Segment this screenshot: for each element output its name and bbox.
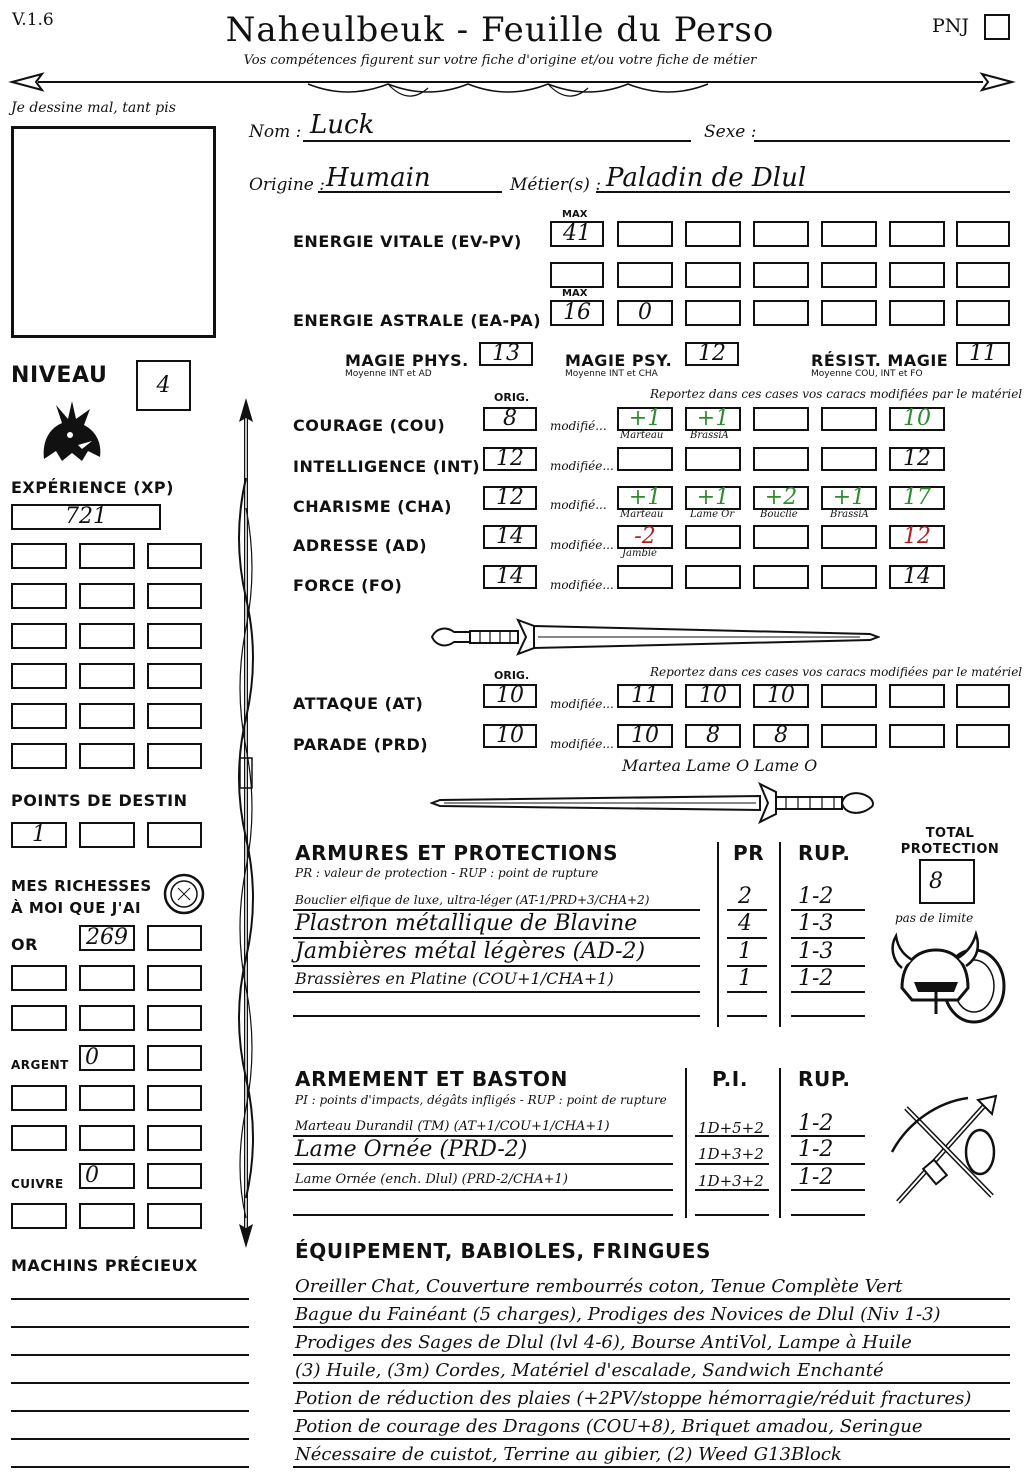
weapon-line <box>293 1163 673 1165</box>
precious-line[interactable] <box>11 1466 249 1468</box>
stat-note-ad-1: Jambiè <box>622 548 657 559</box>
stat-note-cha-4: BrassiA <box>830 509 869 520</box>
sheet-subtitle: Vos compétences figurent sur votre fiche d'origine et/ou votre fiche de métier <box>243 53 757 68</box>
stat-label-cou: COURAGE (COU) <box>293 416 446 435</box>
resist-magie-sub: Moyenne COU, INT et FO <box>811 369 923 379</box>
cuivre-label: CUIVRE <box>11 1177 64 1191</box>
stat-mod-int-1[interactable] <box>617 447 673 471</box>
weapon-item-pi[interactable]: 1D+5+2 <box>698 1119 764 1137</box>
equipment-rule <box>293 1354 1010 1356</box>
armor-title: ARMURES ET PROTECTIONS <box>295 841 619 865</box>
limit-note: pas de limite <box>895 911 974 925</box>
metier-line <box>596 191 1010 193</box>
weapon-line <box>695 1135 769 1137</box>
equipment-line-4[interactable]: (3) Huile, (3m) Cordes, Matériel d'escalade, Sandwich Enchanté <box>295 1360 884 1381</box>
combat-modifie-prd: modifiée... <box>550 737 614 751</box>
combat-val-at-3[interactable]: 10 <box>753 684 809 708</box>
wealth-cell[interactable] <box>79 1203 135 1229</box>
armor-line <box>791 1015 865 1017</box>
helmet-shield-icon <box>888 928 1008 1028</box>
combat-label-at: ATTAQUE (AT) <box>293 694 424 713</box>
weapon-item-name[interactable]: Marteau Durandil (TM) (AT+1/COU+1/CHA+1) <box>295 1119 610 1134</box>
stat-mod-ad-2[interactable] <box>685 525 741 549</box>
xp-grid-cell[interactable] <box>11 743 67 769</box>
total-protection-box[interactable]: 8 <box>919 859 975 904</box>
armor-item-rup[interactable]: 1-3 <box>798 911 834 936</box>
stat-mod-int-3[interactable] <box>753 447 809 471</box>
wealth-title-1: MES RICHESSES <box>11 877 152 895</box>
xp-grid-cell[interactable] <box>11 703 67 729</box>
coin-icon <box>162 872 206 916</box>
xp-grid-cell[interactable] <box>79 583 135 609</box>
equipment-line-7[interactable]: Nécessaire de cuistot, Terrine au gibier, (2) Weed G13Block <box>295 1444 842 1465</box>
combat-val-prd-5[interactable] <box>889 724 945 748</box>
combat-val-prd-1[interactable]: 10 <box>617 724 673 748</box>
weapons-col-divider <box>779 1068 781 1218</box>
weapon-line <box>293 1214 673 1216</box>
stat-orig-cou[interactable]: 8 <box>483 407 537 431</box>
ea-box-5[interactable] <box>821 300 877 326</box>
wealth-cell[interactable] <box>79 1125 135 1151</box>
stat-mod-int-4[interactable] <box>821 447 877 471</box>
magie-psy-box[interactable]: 12 <box>685 342 739 366</box>
stat-note-cha-3: Bouclie <box>760 509 798 520</box>
armor-rup-header: RUP. <box>798 841 851 865</box>
weapons-pi-header: P.I. <box>712 1067 749 1091</box>
origine-line <box>318 191 502 193</box>
wealth-cell[interactable] <box>79 1085 135 1111</box>
stat-mod-cou-1[interactable]: +1 <box>617 407 673 431</box>
origine-value[interactable]: Humain <box>326 163 431 193</box>
ea-box-2[interactable]: 0 <box>617 300 673 326</box>
stat-mod-ad-3[interactable] <box>753 525 809 549</box>
stat-mod-fo-4[interactable] <box>821 565 877 589</box>
xp-grid-cell[interactable] <box>79 663 135 689</box>
stat-mod-int-2[interactable] <box>685 447 741 471</box>
xp-grid-cell[interactable] <box>147 583 202 609</box>
xp-grid-cell[interactable] <box>147 623 202 649</box>
nom-value[interactable]: Luck <box>310 110 375 140</box>
ev-box-7[interactable] <box>956 221 1010 247</box>
nom-label: Nom : <box>249 122 302 142</box>
stat-orig-ad[interactable]: 14 <box>483 525 537 549</box>
stat-mod-cou-2[interactable]: +1 <box>685 407 741 431</box>
ev-row2-box-2[interactable] <box>617 262 673 288</box>
weapons-note: PI : points d'impacts, dégâts infligés - RUP : point de rupture <box>295 1093 667 1107</box>
weapon-item-rup[interactable]: 1-2 <box>798 1137 834 1162</box>
ea-box-4[interactable] <box>753 300 809 326</box>
version-label: V.1.6 <box>12 10 54 30</box>
magie-psy-label: MAGIE PSY. <box>565 351 673 370</box>
combat-label-prd: PARADE (PRD) <box>293 735 429 754</box>
equipment-line-3[interactable]: Prodiges des Sages de Dlul (lvl 4-6), Bourse AntiVol, Lampe à Huile <box>295 1332 912 1353</box>
wealth-cell[interactable] <box>11 1203 67 1229</box>
weapon-item-name[interactable]: Lame Ornée (ench. Dlul) (PRD-2/CHA+1) <box>295 1172 568 1187</box>
sexe-line <box>754 140 1010 142</box>
precious-line[interactable] <box>11 1410 249 1412</box>
precious-label: MACHINS PRÉCIEUX <box>11 1256 198 1275</box>
ev-row2-box-1[interactable] <box>550 262 604 288</box>
stat-mod-fo-3[interactable] <box>753 565 809 589</box>
ea-label: ENERGIE ASTRALE (EA-PA) <box>293 311 542 330</box>
stat-mod-cha-4[interactable]: +1 <box>821 486 877 510</box>
armor-line <box>727 991 767 993</box>
xp-grid-cell[interactable] <box>79 703 135 729</box>
portrait-caption: Je dessine mal, tant pis <box>11 100 176 116</box>
cuivre-box-2[interactable] <box>147 1163 202 1189</box>
equipment-line-1[interactable]: Oreiller Chat, Couverture rembourrés coton, Tenue Complète Vert <box>295 1276 903 1297</box>
stats-report-note: Reportez dans ces cases vos caracs modifiées par le matériel <box>650 387 1023 401</box>
argent-label: ARGENT <box>11 1058 69 1072</box>
stat-mod-cha-1[interactable]: +1 <box>617 486 673 510</box>
combat-orig-at[interactable]: 10 <box>483 684 537 708</box>
ea-box-3[interactable] <box>685 300 741 326</box>
equipment-line-5[interactable]: Potion de réduction des plaies (+2PV/stoppe hémorragie/réduit fractures) <box>295 1388 972 1409</box>
xp-grid-cell[interactable] <box>11 663 67 689</box>
pnj-checkbox[interactable] <box>984 14 1010 40</box>
stat-label-cha: CHARISME (CHA) <box>293 497 452 516</box>
stat-note-cha-2: Lame Or <box>690 509 735 520</box>
ev-label: ENERGIE VITALE (EV-PV) <box>293 232 522 251</box>
weapon-line <box>695 1214 769 1216</box>
crossed-weapons-icon <box>888 1092 1010 1212</box>
stat-modifie-cou: modifié... <box>550 419 607 433</box>
stat-modifie-cha: modifié... <box>550 498 607 512</box>
armor-line <box>791 991 865 993</box>
pnj-label: PNJ <box>932 15 970 37</box>
magie-phys-box[interactable]: 13 <box>479 342 533 366</box>
magie-phys-sub: Moyenne INT et AD <box>345 369 432 379</box>
armor-item-pr[interactable]: 1 <box>738 966 752 991</box>
precious-line[interactable] <box>11 1438 249 1440</box>
ev-box-1[interactable]: 41 <box>550 221 604 247</box>
armor-line <box>293 1015 700 1017</box>
armor-note: PR : valeur de protection - RUP : point de rupture <box>295 866 599 880</box>
wealth-cell[interactable] <box>11 1125 67 1151</box>
argent-box-2[interactable] <box>147 1045 202 1071</box>
stat-note-cou-2: BrassiA <box>690 430 729 441</box>
equipment-rule <box>293 1438 1010 1440</box>
armor-item-pr[interactable]: 4 <box>738 911 752 936</box>
destin-label: POINTS DE DESTIN <box>11 791 188 810</box>
equipment-rule <box>293 1466 1010 1468</box>
combat-weapons-note: Martea Lame O Lame O <box>622 756 818 775</box>
ev-row2-box-7[interactable] <box>956 262 1010 288</box>
equipment-line-2[interactable]: Bague du Fainéant (5 charges), Prodiges des Novices de Dlul (Niv 1-3) <box>295 1304 941 1325</box>
nom-line <box>303 140 691 142</box>
equipment-line-6[interactable]: Potion de courage des Dragons (COU+8), Briquet amadou, Seringue <box>295 1416 923 1437</box>
ev-box-5[interactable] <box>821 221 877 247</box>
equipment-rule <box>293 1298 1010 1300</box>
weapon-line <box>791 1189 865 1191</box>
dragon-head-icon <box>38 395 106 465</box>
armor-item-rup[interactable]: 1-2 <box>798 966 834 991</box>
combat-val-at-1[interactable]: 11 <box>617 684 673 708</box>
armor-line <box>293 991 700 993</box>
combat-val-prd-4[interactable] <box>821 724 877 748</box>
stat-mod-cha-3[interactable]: +2 <box>753 486 809 510</box>
sexe-label: Sexe : <box>704 122 757 142</box>
weapon-line <box>695 1163 769 1165</box>
armor-item-pr[interactable]: 2 <box>738 884 752 909</box>
xp-grid-cell[interactable] <box>147 543 202 569</box>
ea-box-7[interactable] <box>956 300 1010 326</box>
weapon-item-pi[interactable]: 1D+3+2 <box>698 1145 764 1163</box>
weapon-line <box>695 1189 769 1191</box>
stat-total-int[interactable]: 12 <box>889 447 945 471</box>
or-box-2[interactable] <box>147 925 202 951</box>
sword-icon <box>430 778 875 828</box>
combat-val-prd-3[interactable]: 8 <box>753 724 809 748</box>
ev-row2-box-6[interactable] <box>889 262 945 288</box>
precious-line[interactable] <box>11 1326 249 1328</box>
stat-mod-cou-4[interactable] <box>821 407 877 431</box>
equipment-title: ÉQUIPEMENT, BABIOLES, FRINGUES <box>295 1239 712 1263</box>
armor-pr-header: PR <box>733 841 765 865</box>
weapon-line <box>791 1214 865 1216</box>
ev-box-4[interactable] <box>753 221 809 247</box>
xp-grid-cell[interactable] <box>147 743 202 769</box>
equipment-rule <box>293 1410 1010 1412</box>
armor-item-pr[interactable]: 1 <box>738 939 752 964</box>
wealth-cell[interactable] <box>11 1085 67 1111</box>
ev-box-6[interactable] <box>889 221 945 247</box>
destin-box-1[interactable]: 1 <box>11 822 67 848</box>
stat-label-ad: ADRESSE (AD) <box>293 536 428 555</box>
destin-box-2[interactable] <box>79 822 135 848</box>
sheet-title: Naheulbeuk - Feuille du Perso <box>225 10 775 50</box>
weapons-col-divider <box>685 1068 687 1218</box>
sword-icon <box>430 612 880 662</box>
stat-orig-int[interactable]: 12 <box>483 447 537 471</box>
ev-row2-box-3[interactable] <box>685 262 741 288</box>
resist-magie-label: RÉSIST. MAGIE <box>811 351 949 370</box>
vertical-spear-icon <box>226 398 266 1248</box>
stat-mod-ad-4[interactable] <box>821 525 877 549</box>
ev-row2-box-4[interactable] <box>753 262 809 288</box>
xp-grid-cell[interactable] <box>11 623 67 649</box>
combat-val-at-2[interactable]: 10 <box>685 684 741 708</box>
or-label: OR <box>11 935 38 954</box>
combat-modifie-at: modifiée... <box>550 697 614 711</box>
magie-psy-sub: Moyenne INT et CHA <box>565 369 658 379</box>
cuivre-box-1[interactable]: 0 <box>79 1163 135 1189</box>
stat-modifie-fo: modifiée... <box>550 578 614 592</box>
xp-box[interactable]: 721 <box>11 504 161 530</box>
metier-value[interactable]: Paladin de Dlul <box>606 163 807 193</box>
combat-val-prd-6[interactable] <box>956 724 1010 748</box>
armor-item-name[interactable]: Bouclier elfique de luxe, ultra-léger (AT-1/PRD+3/CHA+2) <box>295 893 650 907</box>
weapons-rup-header: RUP. <box>798 1067 851 1091</box>
wealth-cell[interactable] <box>147 1085 202 1111</box>
metier-label: Métier(s) : <box>510 175 602 195</box>
precious-line[interactable] <box>11 1298 249 1300</box>
wealth-cell[interactable] <box>147 965 202 991</box>
xp-grid-cell[interactable] <box>147 703 202 729</box>
armor-col-divider <box>717 842 719 1027</box>
wealth-cell[interactable] <box>11 965 67 991</box>
weapon-item-name[interactable]: Lame Ornée (PRD-2) <box>295 1137 528 1162</box>
xp-grid-cell[interactable] <box>79 623 135 649</box>
weapon-item-rup[interactable]: 1-2 <box>798 1111 834 1136</box>
stat-total-fo[interactable]: 14 <box>889 565 945 589</box>
combat-val-prd-2[interactable]: 8 <box>685 724 741 748</box>
stat-total-ad[interactable]: 12 <box>889 525 945 549</box>
magie-phys-label: MAGIE PHYS. <box>345 351 469 370</box>
armor-line <box>293 965 700 967</box>
origine-label: Origine : <box>249 175 325 195</box>
stat-label-fo: FORCE (FO) <box>293 576 403 595</box>
armor-item-name[interactable]: Plastron métallique de Blavine <box>295 911 638 936</box>
xp-grid-cell[interactable] <box>11 543 67 569</box>
stat-mod-ad-1[interactable]: -2 <box>617 525 673 549</box>
portrait-frame[interactable] <box>11 126 216 338</box>
combat-report-note: Reportez dans ces cases vos caracs modifiées par le matériel <box>650 665 1023 679</box>
stat-mod-cou-3[interactable] <box>753 407 809 431</box>
niveau-box[interactable]: 4 <box>136 360 191 411</box>
xp-grid-cell[interactable] <box>147 663 202 689</box>
wealth-cell[interactable] <box>79 1005 135 1031</box>
stat-modifie-ad: modifiée... <box>550 538 614 552</box>
stat-label-int: INTELLIGENCE (INT) <box>293 457 481 476</box>
niveau-label: NIVEAU <box>11 363 108 388</box>
xp-label: EXPÉRIENCE (XP) <box>11 478 174 497</box>
ev-box-2[interactable] <box>617 221 673 247</box>
stat-note-cou-1: Marteau <box>620 430 664 441</box>
ev-row2-box-5[interactable] <box>821 262 877 288</box>
wealth-cell[interactable] <box>79 965 135 991</box>
combat-val-at-5[interactable] <box>889 684 945 708</box>
combat-val-at-6[interactable] <box>956 684 1010 708</box>
armor-line <box>727 1015 767 1017</box>
stat-mod-fo-2[interactable] <box>685 565 741 589</box>
armor-col-divider <box>779 842 781 1027</box>
stat-orig-cha[interactable]: 12 <box>483 486 537 510</box>
xp-grid-cell[interactable] <box>11 583 67 609</box>
ea-max-label: MAX <box>562 288 588 299</box>
equipment-rule <box>293 1382 1010 1384</box>
wealth-cell[interactable] <box>147 1005 202 1031</box>
combat-val-at-4[interactable] <box>821 684 877 708</box>
weapon-item-rup[interactable]: 1-2 <box>798 1165 834 1190</box>
stat-note-cha-1: Marteau <box>620 509 664 520</box>
weapon-item-pi[interactable]: 1D+3+2 <box>698 1172 764 1190</box>
stat-orig-fo[interactable]: 14 <box>483 565 537 589</box>
stat-modifie-int: modifiée... <box>550 459 614 473</box>
resist-magie-box[interactable]: 11 <box>956 342 1010 366</box>
wealth-title-2: À MOI QUE J'AI <box>11 899 142 917</box>
stat-total-cha[interactable]: 17 <box>889 486 945 510</box>
ea-box-1[interactable]: 16 <box>550 300 604 326</box>
xp-grid-cell[interactable] <box>79 543 135 569</box>
combat-orig-label: ORIG. <box>494 669 530 682</box>
weapon-line <box>293 1189 673 1191</box>
stat-mod-fo-1[interactable] <box>617 565 673 589</box>
stats-orig-label: ORIG. <box>494 391 530 404</box>
stat-mod-cha-2[interactable]: +1 <box>685 486 741 510</box>
wealth-cell[interactable] <box>11 1005 67 1031</box>
combat-orig-prd[interactable]: 10 <box>483 724 537 748</box>
precious-line[interactable] <box>11 1382 249 1384</box>
xp-grid-cell[interactable] <box>79 743 135 769</box>
weapons-title: ARMEMENT ET BASTON <box>295 1067 568 1091</box>
wealth-cell[interactable] <box>147 1125 202 1151</box>
armor-item-name[interactable]: Jambières métal légères (AD-2) <box>295 939 646 964</box>
stat-total-cou[interactable]: 10 <box>889 407 945 431</box>
total-protection-label: TOTAL PROTECTION <box>900 826 1000 857</box>
wealth-cell[interactable] <box>147 1203 202 1229</box>
precious-line[interactable] <box>11 1354 249 1356</box>
or-box-1[interactable]: 269 <box>79 925 135 951</box>
argent-box-1[interactable]: 0 <box>79 1045 135 1071</box>
armor-item-rup[interactable]: 1-3 <box>798 939 834 964</box>
armor-item-rup[interactable]: 1-2 <box>798 884 834 909</box>
ev-max-label: MAX <box>562 209 588 220</box>
ev-box-3[interactable] <box>685 221 741 247</box>
armor-item-name[interactable]: Brassières en Platine (COU+1/CHA+1) <box>295 969 614 988</box>
destin-box-3[interactable] <box>147 822 202 848</box>
ea-box-6[interactable] <box>889 300 945 326</box>
equipment-rule <box>293 1326 1010 1328</box>
